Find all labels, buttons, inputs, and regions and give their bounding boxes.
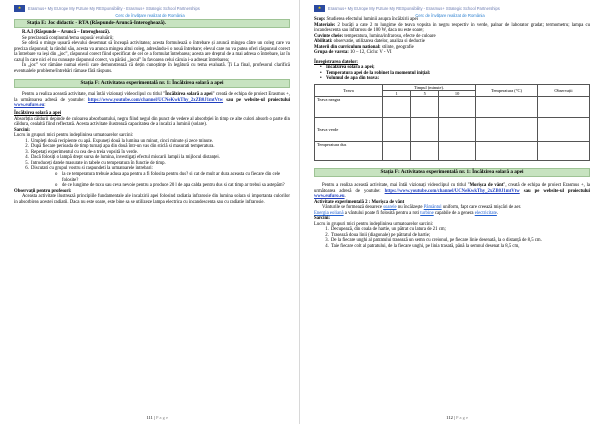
- row-label: Temperatura dus: [315, 142, 383, 161]
- list-item: 6. Discutati cu grupul vostru si raspundeti la urmatoarele intrebari: o la ce temperatura trebuie adusa apa pentru a fi folosita pentru dus? si cat de mult ar dura aceasta cu fiecare din cele folosite? o de ce lungime de tuxu sau ceva nevoie pentru a produce 20 l de apa calda pentru dus si cat timp ar trebui sa astepăm?: [30, 166, 290, 188]
- activity-paragraph-1: Vânturile se formează deoarece soarele nu încălzește Pământul uniform, fapt care creează mișcări de aer.: [322, 205, 522, 211]
- list-item: 4. Taie fiecare colt al patratului, de la fiecare unghi, pe linia trasată, până la semnul desenat la 8,5 cm,: [330, 244, 590, 250]
- page-number: 112 | P a g e: [446, 415, 468, 420]
- station-f-banner: Stația F: Activitatea experimentală nr. 1: Încălzirea solară a apei: [14, 79, 290, 88]
- record-list: [314, 65, 590, 82]
- table-cell[interactable]: [383, 97, 411, 118]
- table-cell[interactable]: [439, 142, 476, 161]
- meta-subjects: Materii din curriculum national: stiinte, geografie: [314, 44, 414, 50]
- eu-flag-icon: ★: [14, 5, 25, 12]
- meta-skills: Abilitati: observatie, utilizarea datelor, analiza si deductie: [314, 39, 425, 45]
- tasks-title: Sarcini:: [14, 127, 31, 133]
- list-item: • Temperatura apei de la robinet la momentul inițial:: [326, 71, 590, 77]
- table-cell[interactable]: [476, 97, 538, 118]
- station-e-banner: Stația E: Joc didactic - RTA (Răspunde-Aruncă-Interoghează).: [14, 19, 290, 28]
- meta-age-group: Grupa de varsta: 10 – 12, Ciclu: V - VI: [314, 50, 392, 56]
- tasks-list: [14, 139, 290, 189]
- header-subtitle: Cerc de învățare realizat de România: [115, 13, 185, 18]
- page-header: [314, 4, 590, 12]
- list-item: 2. După fiecare perioada de timp turnați apa din două într-un vas din sticlă si masurati temperatura.: [30, 144, 290, 150]
- column-header: 10: [439, 91, 476, 97]
- column-header: Teava: [315, 85, 383, 97]
- data-table: [314, 84, 590, 161]
- intro-paragraph: Pentru a realiza această activitate, mai întâi vizionați videoclipul cu titlul "Încălzirea solară a apei" creată de echipa de proiect Erasmus +, la următoarea adresă de youtube: https://www.youtube.com/channel/UCNeKwkThy_2xZB0J1mtVtw sau pe website-ul proiectului www.eufure.eu:: [14, 92, 291, 109]
- right-page: [300, 0, 600, 424]
- tasks-list: [314, 227, 590, 249]
- meta-scope: Scop: Studierea efectului luminii asupra încălzirii apei: [314, 17, 418, 22]
- list-item: • Incalzirea solara a apei;: [326, 65, 590, 71]
- table-cell[interactable]: [411, 118, 439, 142]
- table-cell[interactable]: [538, 142, 590, 161]
- table-cell[interactable]: [383, 118, 411, 142]
- column-header: Timpul (minute).: [383, 85, 476, 91]
- table-row: [315, 118, 590, 142]
- tasks-intro: Lucru in grupuri mici pentru indeplinirea urmatoarelor sarcini:: [314, 221, 434, 227]
- column-header: 5: [411, 91, 439, 97]
- list-item: 5. Introduceți datele masurate in tabele cu temperatura în functie de timp.: [30, 161, 290, 167]
- heating-paragraph: Absorbția căldurii depinde de culoarea absorbantului, negru fiind negul din punct de vedere al absorbției în timp ce alte culori absorb o parte din căldura, cealaltă fiind reflectată. Acesta activitate ilustrează capacitatea de a incalzi a luminii (solare).: [14, 116, 290, 128]
- page-number: 111 | P a g e: [146, 415, 168, 420]
- table-cell[interactable]: [411, 97, 439, 118]
- list-item: 1. Umpleți două recipiente cu apă. Expuneți două la lumina un minut, cinci minute și zece minute.: [30, 139, 290, 145]
- youtube-link[interactable]: https://www.youtube.com/channel/UCNeKwkThy_2xZB0J1mtVtw: [87, 97, 224, 103]
- list-item: • Volumul de apa din teava:: [326, 76, 590, 82]
- table-cell[interactable]: [439, 97, 476, 118]
- intro-paragraph: Pentru a realiza această activitate, mai întâi vizionați videoclipul cu titlul "Morișca de vânt", creată de echipa de proiect Erasmus +, la următoarea adresă de youtube: https://www.youtube.com/channel/UCNeKwkThy_2xZB0J1mtVtw sau pe website-ul proiectului www.eufuro.eu.: [314, 183, 590, 200]
- header-line: Erasmus+ My EUrope My FUture My RESponsibility - Erasmus+ Strategic School Partnerships: [328, 5, 500, 11]
- teacher-notes-title: Observații pentru profesori:: [14, 188, 72, 194]
- table-cell[interactable]: [439, 118, 476, 142]
- list-item: 2. Trasează doua linii (diagonale) pe pătratul de hartie;: [330, 233, 590, 239]
- list-item: o la ce temperatura trebuie adusa apa pentru a fi folosita pentru dus? si cat de mult ar dura aceasta cu fiecare din cele folosite?: [61, 172, 290, 183]
- table-cell[interactable]: [538, 118, 590, 142]
- rai-paragraph-2: Se oferă o minge ușoară elevului desemnat să înceapă activitatea; acesta formulează o întrebare și aruncă mingea către un coleg care va preciza răspunsul; la rândul său, acesta va arunca mingea altui coleg, adresându-i o nouă întrebare; elevul care nu va putea oferi răspunsul corect la întrebare va ieși din „joc”, răspunsul corect fiind specificat de cel ce a formulat întrebarea; acesta are dreptul de a mai adresa o întrebare, iar în cazul în care nici el nu cunoaște răspunsul corect, va părăsi „jocul” în favoarea celui căruia i-a adresat întrebarea;: [14, 41, 290, 63]
- tasks-intro: Lucru in grupuri mici pentru indeplinirea urmatoarelor sarcini:: [14, 133, 134, 139]
- electricity-link[interactable]: electricitate: [474, 210, 497, 216]
- project-website-link[interactable]: www.eufuro.eu: [314, 194, 345, 200]
- station-f-banner: Stația F: Activitatea experimentală nr. 1: Încălzirea solară a apei: [314, 168, 590, 177]
- table-cell[interactable]: [538, 97, 590, 118]
- meta-keywords: Cuvinte cheie: temperatura, lumina/infrarosu, efecte de culoare: [314, 33, 436, 39]
- activity-title: Activitate experimentală 2 : Morișca de vânt: [314, 199, 405, 205]
- list-item: 4. Dacă folosiți o lampă drept sursa de lumina, investigați efectul miscarii lampii la mijlocul distanței.: [30, 155, 290, 161]
- table-cell[interactable]: [476, 142, 538, 161]
- teacher-notes-paragraph: Aceasta activitate ilustrează principiile fundamentale ale incalzirii apei folosind radiatia infrarosie din lumina solara si importanta culorilor in absorbirea acestei radiatii. Daca nu este soare, este bine sa se utilizeze lampa electrica cu incandescenta sau cu radiatie infrarosie.: [14, 194, 290, 205]
- table-cell[interactable]: [383, 142, 411, 161]
- earth-link[interactable]: Pământul: [423, 205, 442, 211]
- column-header: Observații: [538, 85, 590, 97]
- wind-energy-link[interactable]: Energia eoliană: [314, 210, 344, 216]
- turbine-link[interactable]: turbine: [420, 210, 434, 216]
- header-subtitle: Cerc de învățare realizat de România: [415, 13, 485, 18]
- rai-title: R.A.I (Răspunde – Aruncă – Interoghează).: [22, 30, 111, 35]
- list-item: 3. De la fiecare unghi al patratului trasează un semn cu creionul, pe fiecare linie desenată, la o distanță de 8,5 cm.: [330, 238, 590, 244]
- table-cell[interactable]: [476, 118, 538, 142]
- table-row: [315, 142, 590, 161]
- table-row: [315, 97, 590, 118]
- column-header: 1: [383, 91, 411, 97]
- subtasks-list: [31, 172, 290, 189]
- eu-flag-icon: ★: [314, 5, 325, 12]
- project-website-link[interactable]: www.eufure.eu: [14, 103, 45, 109]
- column-header: Temperatura (°C): [476, 85, 538, 97]
- list-item: o de ce lungime de tuxu sau ceva nevoie pentru a produce 20 l de apa calda pentru dus si cat timp ar trebui sa astepăm?: [61, 183, 290, 189]
- activity-paragraph-2: Energia eoliană a vântului poate fi folosită pentru a roti turbine capabile de a genera electricitate.: [314, 210, 499, 216]
- youtube-link[interactable]: https://www.youtube.com/channel/UCNeKwkThy_2xZB0J1mtVtw: [384, 188, 520, 194]
- sun-link[interactable]: soarele: [383, 205, 397, 211]
- page-header: [14, 4, 290, 12]
- meta-materials: Materiale: 2 bucăți a cate 2 m lungime de teava vopsita in negru respectiv in verde, palnar de laborator gradat; termometru; lampa cu incandescenta sau infrarosu de 100 W, daca nu este soare;: [314, 22, 590, 34]
- rai-paragraph-3: În „joc” vor rămâne numai elevii care demonstrează că dețin cunoștințe în legătură cu tema evaluată. Ți La final, profesorul clarifică eventualele probleme/întrebări rămase fără răspuns.: [14, 63, 290, 74]
- record-title: Înregistrarea datelor:: [314, 59, 359, 65]
- list-item: 1. Decupează, din coala de hartie, un pătrat cu latura de 21 cm;: [330, 227, 590, 233]
- row-label: Teava verde: [315, 118, 383, 142]
- header-line: Erasmus+ My EUrope My FUture My RESponsibility - Erasmus+ Strategic School Partnerships: [28, 5, 200, 11]
- row-label: Teava neagra: [315, 97, 383, 118]
- table-cell[interactable]: [411, 142, 439, 161]
- heating-title: Încălzirea solară a apei: [14, 111, 62, 117]
- rai-paragraph-1: Se precizează conținutul/tema supusă/ evaluării;: [22, 35, 114, 41]
- tasks-title: Sarcini:: [314, 216, 331, 222]
- list-item: 3. Repetați experimentul cu cea de-a treia vopsită în verde.: [30, 150, 290, 156]
